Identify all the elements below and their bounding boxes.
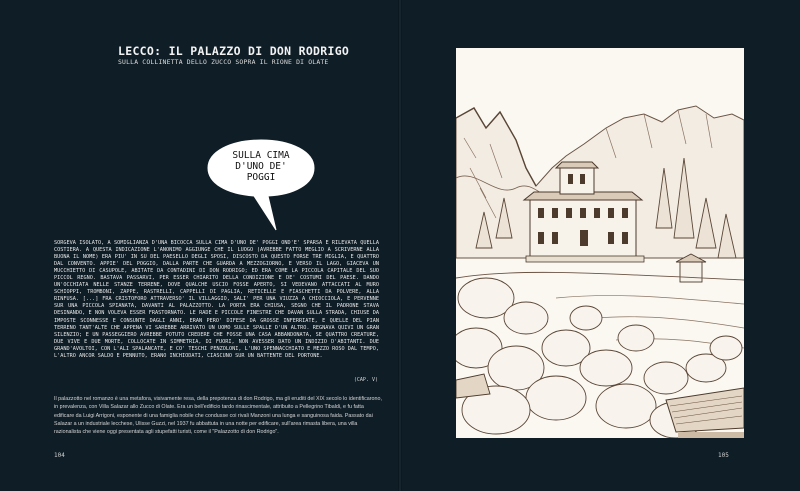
palace-illustration	[456, 48, 744, 438]
chapter-citation: (CAP. V)	[353, 377, 378, 383]
speech-bubble	[206, 138, 316, 238]
page-number-right: 105	[718, 452, 729, 459]
speech-bubble-text: SULLA CIMA D'UNO DE' POGGI	[232, 150, 290, 183]
page-title: LECCO: IL PALAZZO DI DON RODRIGO	[118, 44, 350, 58]
essay-paragraph: Il palazzotto nel romanzo è una metafora, visivamente resa, della prepotenza di don Rodrigo, ma gli eruditi del XIX secolo lo identificarono, in prevalenza, con Villa Salazar allo Zucco di Olate. Era un bell'edificio tardo rinascimentale, attribuito a Pellegrino Tibaldi, e fu fatta edificare da Luigi Arrigoni, esponente di una famiglia nobile che condusse coi rivali Manzoni una lunga e sanguinosa faida. Passato dai Salazar a un industriale lecchese, Ulisse Guzzi, nel 1937 fu abbattuta in una notte per edificare, sull'area rimasta libera, una villa razionalista che viene oggi presentata agli stupefatti turisti, come il "Palazzotto di don Rodrigo".	[54, 396, 382, 436]
palace-illustration-drawing	[456, 48, 744, 438]
right-page	[400, 0, 800, 491]
page-number-left: 104	[54, 452, 65, 459]
page-subtitle: SULLA COLLINETTA DELLO ZUCCO SOPRA IL RIONE DI OLATE	[118, 58, 329, 66]
novel-excerpt: SORGEVA ISOLATO, A SOMIGLIANZA D'UNA BICOCCA SULLA CIMA D'UNO DE' POGGI OND'E' SPARSA E RILEVATA QUELLA COSTIERA. A QUESTA INDICAZIONE L'ANONIMO AGGIUNGE CHE IL LUOGO (AVREBBE FATTO MEGLIO A SCRIVERNE ALLA BUONA IL NOME) ERA PIU' IN SU DEL PAESELLO DEGLI SPOSI, DISCOSTO DA QUESTO FORSE TRE MIGLIA, E QUATTRO DAL CONVENTO. APPIE' DEL POGGIO, DALLA PARTE CHE GUARDA A MEZZOGIORNO, E VERSO IL LAGO, GIACEVA UN MUCCHIETTO DI CASUPOLE, ABITATE DA CONTADINI DI DON RODRIGO; ED ERA COME LA PICCOLA CAPITALE DEL SUO PICCOL REGNO. BASTAVA PASSARVI, PER ESSER CHIARITO DELLA CONDIZIONE E DE' COSTUMI DEL PAESE. DANDO UN'OCCHIATA NELLE STANZE TERRENE, DOVE QUALCHE USCIO FOSSE APERTO, SI VEDEVANO ATTACCATI AL MURO SCHIOPPI, TROMBONI, ZAPPE, RASTRELLI, CAPPELLI DI PAGLIA, RETICELLE E FIASCHETTI DA POLVERE, ALLA RINFUSA. [...] FRA CRISTOFORO ATTRAVERSO' IL VILLAGGIO, SALI' PER UNA VIUZZA A CHIOCCIOLA, E PERVENNE SUR UNA PICCOLA SPIANATA, DAVANTI AL PALAZZOTTO. LA PORTA ERA CHIUSA, SEGNO CHE IL PADRONE STAVA DESINANDO, E NON VOLEVA ESSER FRASTORNATO. LE RADE E PICCOLE FINESTRE CHE DAVAN SULLA STRADA, CHIUSE DA IMPOSTE SCONNESSE E CONSUNTE DAGLI ANNI, ERAN PERO' DIFESE DA GROSSE INFERRIATE, E QUELLE DEL PIAN TERRENO TANT'ALTE CHE APPENA VI SAREBBE ARRIVATO UN UOMO SULLE SPALLE D'UN ALTRO. REGNAVA QUIVI UN GRAN SILENZIO; E UN PASSEGGIERO AVREBBE POTUTO CREDERE CHE FOSSE UNA CASA ABBANDONATA, SE QUATTRO CREATURE, DUE VIVE E DUE MORTE, COLLOCATE IN SIMMETRIA, DI FUORI, NON AVESSER DATO UN INDIZIO D'ABITANTI. DUE GRAND'AVOLTOI, CON L'ALI SPALANCATE, E CO' TESCHI PENZOLONI, L'UNO SPENNACCHIATO E MEZZO ROSO DAL TEMPO, L'ALTRO ANCOR SALDO E PENNUTO, ERANO INCHIODATI, CIASCUNO SUR UN BATTENTE DEL PORTONE.	[54, 240, 379, 359]
